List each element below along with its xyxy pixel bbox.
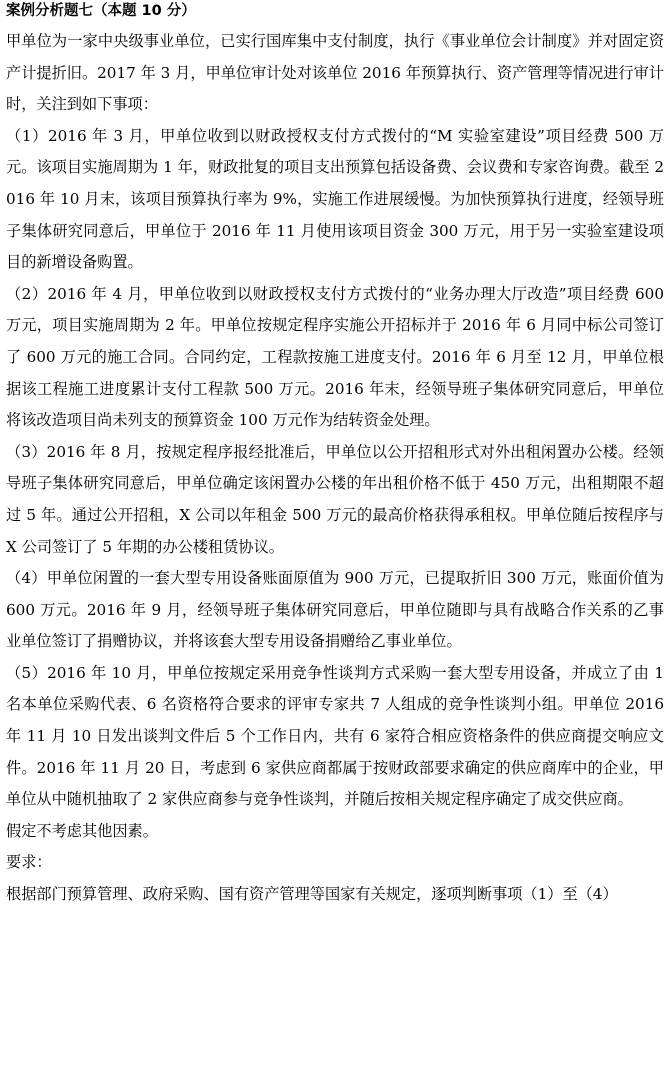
item-4-paragraph: （4）甲单位闲置的一套大型专用设备账面原值为 900 万元，已提取折旧 300 万元，账面价值为 600 万元。2016 年 9 月，经领导班子集体研究同意后，甲单位随即与具有战略合作关系的乙事业单位签订了捐赠协议，并将该套大型专用设备捐赠给乙事业单位。 [6,569,664,651]
item-5-paragraph: （5）2016 年 10 月，甲单位按规定采用竞争性谈判方式采购一套大型专用设备，并成立了由 1 名本单位采购代表、6 名资格符合要求的评审专家共 7 人组成的竞争性谈判小组。甲单位 2016 年 11 月 10 日发出谈判文件后 5 个工作日内，共有 6 家符合相应资格条件的供应商提交响应文件。2016 年 11 月 20 日，考虑到 6 家供应商都属于按财政部要求确定的供应商库中的企业，甲单位从中随机抽取了 2 家供应商参与竞争性谈判，并随后按相关规定程序确定了成交供应商。 [6,663,664,809]
document [6,0,664,911]
requirements-heading: 要求： [6,853,52,872]
intro-paragraph: 甲单位为一家中央级事业单位，已实行国库集中支付制度，执行《事业单位会计制度》并对固定资产计提折旧。2017 年 3 月，甲单位审计处对该单位 2016 年预算执行、资产管理等情况进行审计时，关注到如下事项： [6,32,664,114]
question-title: 案例分析题七（本题 10 分） [6,3,196,19]
item-3-paragraph: （3）2016 年 8 月，按规定程序报经批准后，甲单位以公开招租形式对外出租闲置办公楼。经领导班子集体研究同意后，甲单位确定该闲置办公楼的年出租价格不低于 450 万元，出租期限不超过 5 年。通过公开招租，X 公司以年租金 500 万元的最高价格获得承租权。甲单位随后按程序与 X 公司签订了 5 年期的办公楼租赁协议。 [6,442,664,556]
item-2-paragraph: （2）2016 年 4 月，甲单位收到以财政授权支付方式拨付的“业务办理大厅改造”项目经费 600 万元，项目实施周期为 2 年。甲单位按规定程序实施公开招标并于 2016 年 6 月同中标公司签订了 600 万元的施工合同。合同约定，工程款按施工进度支付。2016 年 6 月至 12 月，甲单位根据该工程施工进度累计支付工程款 500 万元。2016 年末，经领导班子集体研究同意后，甲单位将该改造项目尚未列支的预算资金 100 万元作为结转资金处理。 [6,284,664,430]
item-1-paragraph: （1）2016 年 3 月，甲单位收到以财政授权支付方式拨付的“M 实验室建设”项目经费 500 万元。该项目实施周期为 1 年，财政批复的项目支出预算包括设备费、会议费和专家咨询费。截至 2016 年 10 月末，该项目预算执行率为 9%，实施工作进展缓慢。为加快预算执行进度，经领导班子集体研究同意后，甲单位于 2016 年 11 月使用该项目资金 300 万元，用于另一实验室建设项目的新增设备购置。 [6,126,664,272]
requirements-paragraph: 根据部门预算管理、政府采购、国有资产管理等国家有关规定，逐项判断事项（1）至（4） [6,885,618,904]
assumption-paragraph: 假定不考虑其他因素。 [6,821,158,840]
